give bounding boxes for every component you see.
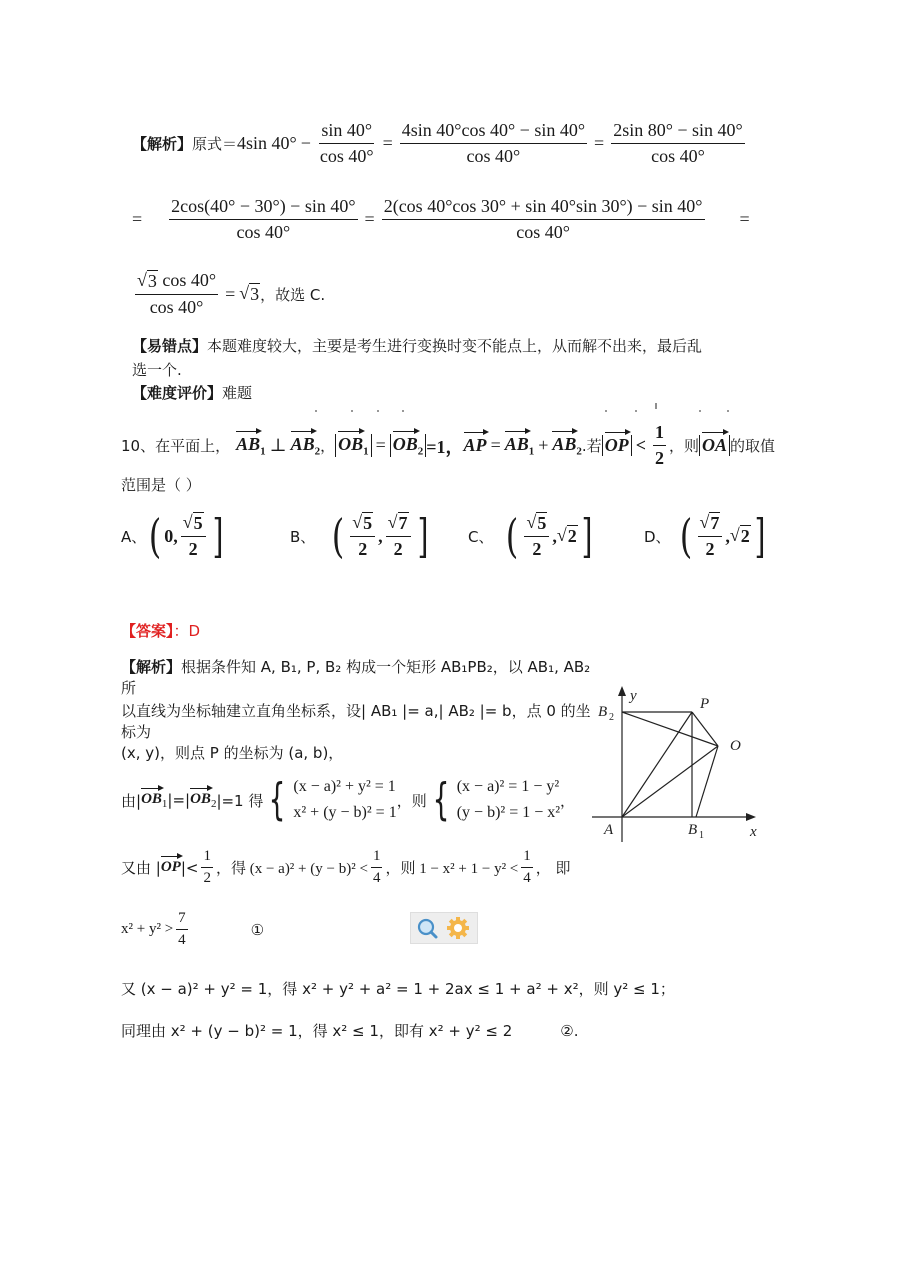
fraction-2: $\frac{4\sin 40^\circ\cos 40^\circ - \sin 40^\circ}{\cos 40^\circ}$ (401, 120, 586, 166)
y-axis-arrow (618, 686, 626, 696)
question-10-line-2: 范围是（ ） (121, 476, 201, 494)
error-point (132, 334, 752, 382)
option-d[interactable]: D、 ( √ 7 2 , √ 2 ] (644, 509, 766, 563)
label-B1: B (688, 822, 698, 838)
system-2: { (x − a)² = 1 − y² (y − b)² = 1 − x² (432, 774, 561, 825)
sol2-line-5: 又由 | OP |< $\frac{1}{2}$ ，得 (x − a)² + (y − b)² < $\frac{1}{4}$ ，则 1 − x² + 1 − y² < $\frac{1}{4}$ ， 即 (121, 848, 571, 886)
minus-sign: − (300, 133, 311, 153)
error-point-text-2: 选一个. (132, 361, 182, 379)
fraction-3: $\frac{2\sin 80^\circ - \sin 40^\circ}{\cos 40^\circ}$ (613, 120, 743, 166)
fraction-1: $\frac{\sin 40^\circ}{\cos 40^\circ}$ (319, 120, 374, 166)
gear-icon[interactable] (447, 917, 469, 939)
label-y: y (630, 688, 637, 704)
sol2-line-8: 同理由 x² + (y − b)² = 1，得 x² ≤ 1，即有 x² + y² ≤ 2 ②. (121, 1021, 579, 1040)
option-a[interactable]: A、 ( 0, √ 5 2 ] (121, 509, 223, 563)
term-1: 4sin 40° (237, 133, 297, 153)
label-A: A (604, 822, 614, 838)
intro-text: 原式＝ (192, 135, 238, 153)
segment-OB1 (696, 746, 718, 817)
equals-sign: = (382, 133, 393, 153)
sol2-line-7: 又 (x − a)² + y² = 1，得 x² + y² + a² = 1 + 2ax ≤ 1 + a² + x²，则 y² ≤ 1； (121, 980, 675, 998)
difficulty-value: 难题 (222, 384, 253, 402)
label-x: x (750, 824, 757, 840)
equals-sign: = (739, 209, 750, 229)
x-axis-arrow (746, 813, 756, 821)
segment-B2O (622, 712, 718, 746)
answer-label: 【答案】 (121, 622, 174, 640)
segment-AP (622, 712, 692, 817)
question-number: 10、 (121, 437, 156, 455)
option-c[interactable]: C、 ( √ 5 2 , √ 2 ] (468, 509, 593, 563)
error-point-text-1: 本题难度较大，主要是考生进行变换时变不能点上，从而解不出来，最后乱 (207, 337, 703, 355)
equals-sign: = (225, 283, 236, 304)
solution-line-3 (132, 270, 325, 318)
sol2-line-3: (x, y)，则点 P 的坐标为 (a, b)， (121, 744, 344, 762)
answer (121, 620, 200, 641)
solution-line-1 (132, 120, 748, 167)
label-P: P (700, 696, 710, 712)
conclusion-text: ，故选 C. (260, 285, 326, 304)
equals-sign: = (132, 209, 143, 229)
scan-dots-svg (308, 401, 768, 415)
error-point-label: 【易错点】 (132, 337, 208, 355)
figure-svg (590, 684, 780, 844)
label-B2: B (598, 704, 608, 720)
answer-value: ：D (173, 622, 201, 640)
system-1: { (x − a)² + y² = 1 x² + (y − b)² = 1 (268, 774, 397, 825)
segment-AO (622, 746, 718, 817)
question-10-stem: 10、 在平面上， $AB_1$ ⊥ $AB_2$ ， $OB_1$ = $OB_2$ =1， AP = $AB_1$ + $AB_2$ .若 OP < $\frac{1}{2}$ ，则 OA 的取值 (121, 422, 775, 468)
sqrt-3: √ 3 (239, 283, 260, 304)
solution-line-2 (132, 196, 750, 243)
label-B1-sub: 1 (699, 830, 704, 841)
sol2-line-4: 由| $OB_1$ |=| $OB_2$ |=1 得 { (x − a)² + y² = 1 x² + (y − b)² = 1 ，则 { (x − a)² = 1 − y² (y − b)² = 1 − x² ， (121, 774, 576, 825)
fraction-4: $\frac{2\cos(40^\circ - 30^\circ) - \sin 40^\circ}{\cos 40^\circ}$ (171, 196, 356, 242)
scan-dots (308, 400, 768, 414)
equals-sign: = (594, 133, 605, 153)
analysis-label: 【解析】 (132, 135, 193, 153)
sol2-line-6: x² + y² > $\frac{7}{4}$ ① (121, 910, 265, 948)
fraction-5: $\frac{2(\cos 40^\circ\cos 30^\circ + \sin 40^\circ\sin 30^\circ) - \sin 40^\circ}{\cos 40^\circ}$ (383, 196, 703, 242)
coordinate-figure (590, 684, 780, 844)
label-O: O (730, 738, 741, 754)
difficulty-label: 【难度评价】 (132, 384, 223, 402)
equals-sign: = (364, 209, 375, 229)
search-icon[interactable] (419, 920, 436, 937)
floating-toolbar (410, 912, 478, 944)
label-B2-sub: 2 (609, 712, 614, 723)
option-b[interactable]: B、 ( √ 5 2 , √ 7 2 ] (290, 509, 428, 563)
fraction-6: √ 3 cos 40° cos 40° (137, 270, 217, 317)
sol2-line-1: 【解析】根据条件知 A, B₁, P, B₂ 构成一个矩形 AB₁PB₂，以 AB₁, AB₂ 所 (121, 658, 591, 697)
sol2-line-2: 以直线为坐标轴建立直角坐标系，设| AB₁ |= a,| AB₂ |= b，点 0 的坐标为 (121, 702, 591, 741)
difficulty (132, 382, 252, 403)
